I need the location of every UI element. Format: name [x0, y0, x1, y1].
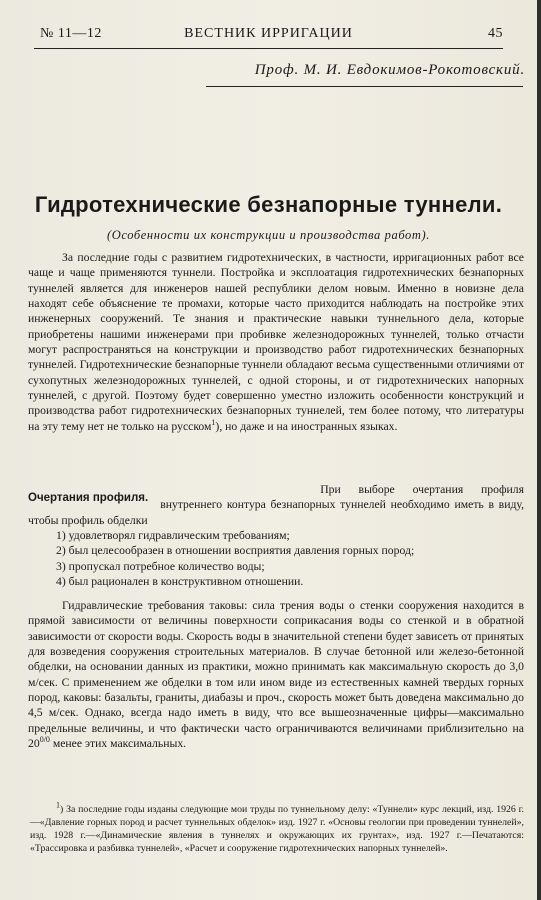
profile-section [28, 482, 524, 589]
author-rule [206, 86, 523, 87]
issue-number: № 11—12 [40, 26, 102, 41]
article-title: Гидротехнические безнапорные туннели. [34, 192, 503, 217]
intro-paragraph-end: , но даже и на иностранных языках. [219, 419, 398, 433]
header-rule [34, 48, 503, 49]
intro-paragraph-text: За последние годы с развитием гидротехнических, в частности, ирригационных работ все чаще и чаще применяются туннели. Постройка и эксплоатация гидротехнических безнапорных туннелей является для инженеров нашей республики делом новым. Именно в новизне дела находят себе объяснение те промахи, которые часто приходится наблюдать на постройке этих инженерных сооружений. Те знания и практические навыки туннельного дела, которые приобретены нашими инженерами при пробивке железнодорожных туннелей, только отчасти могут распространяться на конструкции и производство работ гидротехнических безнапорных туннелей. Гидротехнические безнапорные туннели обладают весьма существенными отличиями от сухопутных железнодорожных туннелей, с одной стороны, и от гидротехнических напорных туннелей, с другой. Поэтому будет совершенно уместно изложить особенности конструкций и производства работ гидротехнических безнапорных туннелей, тем более потому, что литературы на эту тему нет не только на русском [28, 251, 524, 433]
intro-paragraph: За последние годы с развитием гидротехнических, в частности, ирригационных работ все чаще и чаще применяются туннели. Постройка и эксплоатация гидротехнических безнапорных туннелей является для инженеров нашей республики делом новым. Именно в новизне дела находят себе объяснение те промахи, которые часто приходится наблюдать на постройке этих инженерных сооружений. Те знания и практические навыки туннельного дела, которые приобретены нашими инженерами при пробивке железнодорожных туннелей, только отчасти могут распространяться на конструкции и производство работ гидротехнических безнапорных туннелей. Гидротехнические безнапорные туннели обладают весьма существенными отличиями от сухопутных железнодорожных туннелей, с одной стороны, и от гидротехнических напорных туннелей, с другой. Поэтому будет совершенно уместно изложить особенности конструкций и производства работ гидротехнических безнапорных туннелей, тем более потому, что литературы на эту тему нет не только на русском$^1$), но даже и на иностранных языках. [28, 251, 524, 433]
running-head [34, 22, 503, 44]
requirement-item: 3) пропускал потребное количество воды; [56, 559, 265, 573]
footnote-text: ) За последние годы изданы следующие мои труды по туннельному делу: «Туннели» курс лекций, изд. 1926 г.—«Давление горных пород и расчет туннельных обделок» изд. 1927 г. «Основы геологии при проведении туннелей», изд. 1928 г.—«Динамические явления в туннелях и окружающих их грунтах», изд. 1927 г.—Печатаются: «Трассировка и разбивка туннелей», «Расчет и сооружение гидротехнических напорных туннелей». [30, 804, 524, 854]
hydraulic-paragraph-text: Гидравлические требования таковы: сила трения воды о стенки сооружения находится в прямой зависимости от величины поверхности соприкасания воды со стенкой и в обратной зависимости от скорости воды. Скорость воды в значительной степени будет зависеть от принятых для возведения сооружения строительных материалов. В случае бетонной или железо-бетонной обделки, на основании данных из практики, можно принимать как максимальную скорость до 3,0 м/сек. С применением же обделки в том или ином виде из естественных камней твердых горных пород, каковы: базальты, граниты, диабазы и проч., скорость может быть доведена максимально до 4,5 м/сек. Однако, всегда надо иметь в виду, что все вышеозначенные цифры—максимально предельные величины, и что фактически часто ограничиваются величинами приблизительно на 20 [28, 599, 524, 751]
article-subtitle: (Особенности их конструкции и производства работ). [106, 228, 431, 242]
journal-name: ВЕСТНИК ИРРИГАЦИИ [184, 26, 353, 41]
footnote-marker: 1 [56, 800, 60, 810]
requirement-item: 1) удовлетворял гидравлическим требованиям; [56, 529, 290, 543]
hydraulic-paragraph-end: менее этих максимальных. [49, 737, 187, 751]
section-heading: Очертания профиля. [28, 492, 149, 504]
footnote-reference: 1 [211, 417, 216, 427]
section-intro: При выборе очертания профиля внутреннего контура безнапорных туннелей необходимо иметь в виду, чтобы профиль обделки [28, 483, 524, 527]
author-line: Проф. М. И. Евдокимов-Рокотовский. [254, 62, 525, 78]
hydraulic-paragraph [28, 598, 524, 751]
footnote [30, 800, 524, 855]
requirement-item: 4) был рационален в конструктивном отношении. [56, 575, 304, 589]
requirement-item: 2) был целесообразен в отношении восприятия давления горных пород; [56, 544, 415, 558]
percent-sign: 0/0 [39, 735, 50, 745]
page-number: 45 [488, 26, 503, 41]
